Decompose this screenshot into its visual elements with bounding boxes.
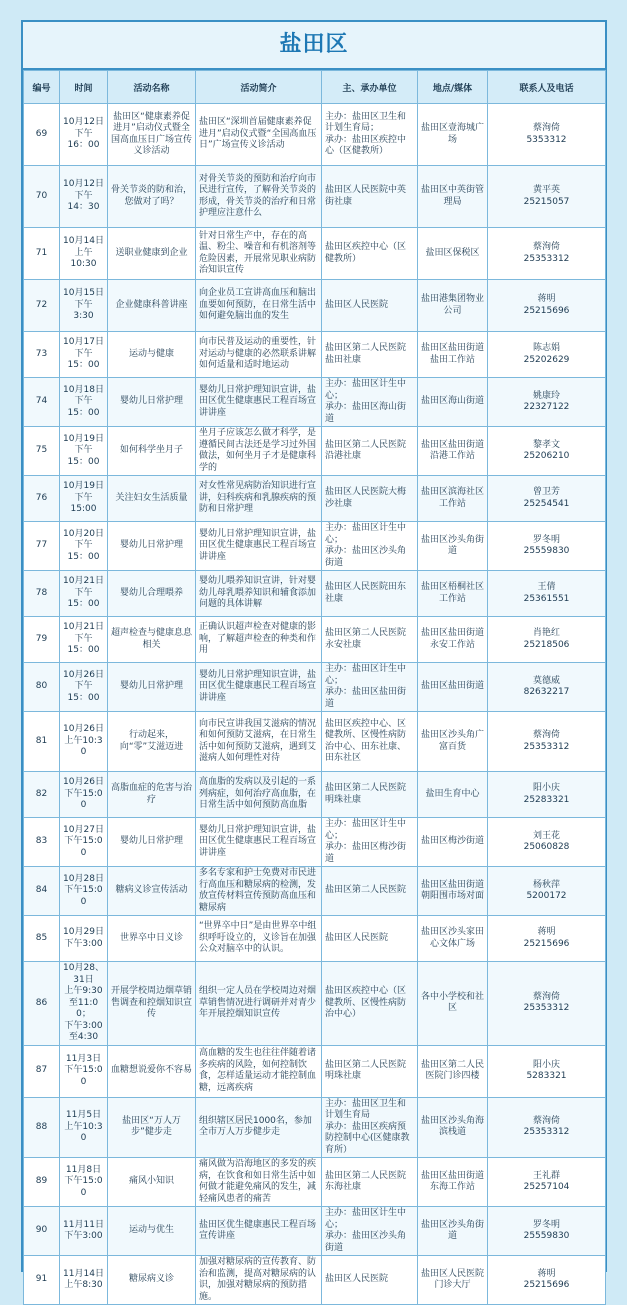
row-place: 盐田区滨海社区工作站	[418, 476, 488, 522]
row-place: 盐田区人民医院门诊大厅	[418, 1256, 488, 1305]
row-activity-name: 婴幼儿日常护理	[108, 818, 196, 867]
row-contact: 黄平英 25215057	[488, 166, 606, 228]
row-place: 盐田区保税区	[418, 228, 488, 280]
row-organizer: 盐田区第二人民医院	[322, 867, 418, 916]
row-activity-name: 婴幼儿日常护理	[108, 378, 196, 427]
table-row	[24, 617, 606, 663]
row-activity-name: 痛风小知识	[108, 1158, 196, 1207]
row-time: 10月29日 下午3:00	[60, 916, 108, 962]
row-time: 11月5日 上午10:30	[60, 1097, 108, 1158]
row-place: 盐田区盐田街道东海工作站	[418, 1158, 488, 1207]
row-place: 盐田区沙头角海滨栈道	[418, 1097, 488, 1158]
row-organizer: 主办：盐田区卫生和计划生育局 承办：盐田区疾病预防控制中心(区健康教育所）	[322, 1097, 418, 1158]
row-number: 75	[24, 427, 60, 476]
row-organizer: 盐田区疾控中心（区健教所）	[322, 228, 418, 280]
row-number: 89	[24, 1158, 60, 1207]
row-number: 85	[24, 916, 60, 962]
row-place: 盐田区沙头家田心文体广场	[418, 916, 488, 962]
row-organizer: 主办：盐田区计生中心； 承办：盐田区沙头角街道	[322, 1207, 418, 1256]
row-number: 77	[24, 522, 60, 571]
row-place: 盐田区沙头角广富百货	[418, 712, 488, 772]
row-organizer: 盐田区第二人民医院东海社康	[322, 1158, 418, 1207]
row-activity-name: 企业健康科普讲座	[108, 280, 196, 332]
table-row	[24, 280, 606, 332]
row-activity-intro: 婴幼儿日常护理知识宣讲，盐田区优生健康惠民工程百场宣讲讲座	[196, 378, 322, 427]
row-activity-intro: 对骨关节炎的预防和治疗向市民进行宣传，了解骨关节炎的形成，骨关节炎的治疗和日常护理应注意什么	[196, 166, 322, 228]
row-contact: 王礼群 25257104	[488, 1158, 606, 1207]
table-row	[24, 1158, 606, 1207]
row-activity-name: 送职业健康到企业	[108, 228, 196, 280]
row-time: 10月26日 下午15:00	[60, 772, 108, 818]
row-contact: 罗冬明 25559830	[488, 1207, 606, 1256]
row-contact: 刘王花 25060828	[488, 818, 606, 867]
row-number: 69	[24, 104, 60, 166]
row-time: 10月19日 下午 15:00	[60, 476, 108, 522]
row-place: 盐田区盐田街道盐田工作站	[418, 332, 488, 378]
row-time: 10月28日 下午15:00	[60, 867, 108, 916]
table-row	[24, 1207, 606, 1256]
table-row	[24, 1045, 606, 1097]
row-contact: 姚康玲 22327122	[488, 378, 606, 427]
row-place: 盐田区沙头角街道	[418, 1207, 488, 1256]
row-number: 84	[24, 867, 60, 916]
table-row	[24, 522, 606, 571]
row-activity-intro: 向市民普及运动的重要性，针对运动与健康的必然联系讲解如何适量和适时地运动	[196, 332, 322, 378]
row-activity-name: 运动与健康	[108, 332, 196, 378]
row-activity-intro: 盐田区“深圳首届健康素养促进月”启动仪式暨“全国高血压日”广场宣传义诊活动	[196, 104, 322, 166]
row-organizer: 主办：盐田区卫生和计划生育局； 承办：盐田区疾控中心（区健教所）	[322, 104, 418, 166]
row-organizer: 盐田区人民医院大梅沙社康	[322, 476, 418, 522]
schedule-panel	[21, 20, 607, 1302]
row-place: 盐田区壹海城广场	[418, 104, 488, 166]
row-organizer: 盐田区第二人民医院明珠社康	[322, 772, 418, 818]
row-activity-intro: 组织辖区居民1000名，参加全市万人万步健步走	[196, 1097, 322, 1158]
row-number: 74	[24, 378, 60, 427]
row-place: 盐田港集团物业公司	[418, 280, 488, 332]
row-activity-name: 高脂血症的危害与治疗	[108, 772, 196, 818]
row-number: 78	[24, 571, 60, 617]
row-time: 10月28、31日 上午9:30至11:00； 下午3:00至4:30	[60, 962, 108, 1046]
row-number: 76	[24, 476, 60, 522]
row-activity-name: 盐田区“健康素养促进月”启动仪式暨全国高血压日广场宣传义诊活动	[108, 104, 196, 166]
row-contact: 蒋明 25215696	[488, 280, 606, 332]
row-organizer: 盐田区疾控中心、区健教所、区慢性病防治中心、田东社康、田东社区	[322, 712, 418, 772]
row-organizer: 盐田区人民医院	[322, 280, 418, 332]
table-row	[24, 476, 606, 522]
table-row	[24, 104, 606, 166]
row-time: 10月12日 下午 14：30	[60, 166, 108, 228]
table-row	[24, 663, 606, 712]
row-number: 87	[24, 1045, 60, 1097]
row-contact: 蔡洵倚 25353312	[488, 712, 606, 772]
header-activity-name: 活动名称	[108, 71, 196, 104]
table-row	[24, 962, 606, 1046]
row-contact: 阳小庆 5283321	[488, 1045, 606, 1097]
row-contact: 蒋明 25215696	[488, 916, 606, 962]
row-time: 10月12日 下午 16：00	[60, 104, 108, 166]
row-activity-name: 婴幼儿日常护理	[108, 522, 196, 571]
table-row	[24, 332, 606, 378]
row-time: 10月21日 下午 15：00	[60, 571, 108, 617]
row-time: 10月21日 下午 15：00	[60, 617, 108, 663]
row-place: 盐田区盐田街道朝阳围市场对面	[418, 867, 488, 916]
row-contact: 莫德威 82632217	[488, 663, 606, 712]
row-time: 10月15日 下午 3:30	[60, 280, 108, 332]
row-organizer: 盐田区人民医院	[322, 916, 418, 962]
row-contact: 蔡洵倚 25353312	[488, 1097, 606, 1158]
row-number: 82	[24, 772, 60, 818]
activity-table	[23, 70, 606, 1305]
table-body	[24, 104, 606, 1305]
row-activity-intro: 高血脂的发病以及引起的一系列病症，如何治疗高血脂，在日常生活中如何预防高血脂	[196, 772, 322, 818]
row-activity-intro: 痛风做为沿海地区的多发的疾病，在饮食和如日常生活中如何做才能避免痛风的发生，减轻痛风患者的痛苦	[196, 1158, 322, 1207]
row-number: 73	[24, 332, 60, 378]
row-place: 盐田区盐田街道	[418, 663, 488, 712]
row-activity-intro: 向市民宣讲我国艾滋病的情况和如何预防艾滋病，在日常生活中如何预防艾滋病，遇到艾滋病人如何理性对待	[196, 712, 322, 772]
row-organizer: 盐田区第二人民医院盐田社康	[322, 332, 418, 378]
row-organizer: 盐田区第二人民医院永安社康	[322, 617, 418, 663]
row-activity-name: 糖病义诊宣传活动	[108, 867, 196, 916]
row-time: 10月27日 下午15:00	[60, 818, 108, 867]
row-activity-intro: 组织一定人员在学校周边对烟草销售情况进行调研并对青少年开展控烟知识宣传	[196, 962, 322, 1046]
row-time: 11月8日 下午15:00	[60, 1158, 108, 1207]
table-row	[24, 1256, 606, 1305]
table-row	[24, 378, 606, 427]
header-organizer: 主、承办单位	[322, 71, 418, 104]
row-organizer: 主办：盐田区计生中心； 承办：盐田区盐田街道	[322, 663, 418, 712]
row-activity-intro: 婴幼儿日常护理知识宣讲，盐田区优生健康惠民工程百场宣讲讲座	[196, 663, 322, 712]
row-activity-intro: 婴幼儿喂养知识宣讲，针对婴幼儿母乳喂养知识和辅食添加问题的具体讲解	[196, 571, 322, 617]
row-number: 83	[24, 818, 60, 867]
row-contact: 阳小庆 25283321	[488, 772, 606, 818]
row-place: 盐田区盐田街道永安工作站	[418, 617, 488, 663]
row-organizer: 主办：盐田区计生中心； 承办：盐田区沙头角街道	[322, 522, 418, 571]
row-place: 盐田区中英街管理局	[418, 166, 488, 228]
row-activity-intro: 对女性常见病防治知识进行宣讲，妇科疾病和乳腺疾病的预防和日常护理	[196, 476, 322, 522]
row-activity-intro: “世界卒中日”是由世界卒中组织呼吁设立的，义诊旨在加强公众对脑卒中的认识。	[196, 916, 322, 962]
row-contact: 杨秋萍 5200172	[488, 867, 606, 916]
row-activity-name: 婴幼儿日常护理	[108, 663, 196, 712]
row-activity-name: 如何科学坐月子	[108, 427, 196, 476]
row-activity-name: 关注妇女生活质量	[108, 476, 196, 522]
table-row	[24, 712, 606, 772]
header-activity-intro: 活动简介	[196, 71, 322, 104]
row-activity-name: 血糖想说爱你不容易	[108, 1045, 196, 1097]
row-activity-intro: 向企业员工宣讲高血压和脑出血要如何预防，在日常生活中如何避免脑出血的发生	[196, 280, 322, 332]
row-time: 11月14日 上午8:30	[60, 1256, 108, 1305]
table-row	[24, 867, 606, 916]
row-number: 91	[24, 1256, 60, 1305]
row-activity-intro: 正确认识超声检查对健康的影响，了解超声检查的种类和作用	[196, 617, 322, 663]
row-organizer: 盐田区人民医院中英街社康	[322, 166, 418, 228]
row-organizer: 盐田区第二人民医院沿港社康	[322, 427, 418, 476]
row-number: 90	[24, 1207, 60, 1256]
row-contact: 王倩 25361551	[488, 571, 606, 617]
row-activity-intro: 高血糖的发生也往往伴随着诸多疾病的风险，如何控制饮食，怎样适量运动才能控制血糖，远离疾病	[196, 1045, 322, 1097]
header-contact: 联系人及电话	[488, 71, 606, 104]
row-time: 10月17日 下午 15：00	[60, 332, 108, 378]
table-row	[24, 228, 606, 280]
row-organizer: 主办：盐田区计生中心； 承办：盐田区梅沙街道	[322, 818, 418, 867]
row-number: 79	[24, 617, 60, 663]
row-place: 盐田区梅沙街道	[418, 818, 488, 867]
row-organizer: 盐田区人民医院	[322, 1256, 418, 1305]
row-time: 10月20日 下午 15：00	[60, 522, 108, 571]
row-place: 盐田区第二人民医院门诊四楼	[418, 1045, 488, 1097]
row-activity-intro: 坐月子应该怎么做才科学，是遵循民间古法还是学习过外国做法，如何坐月子才是健康科学的	[196, 427, 322, 476]
row-contact: 蔡洵倚 5353312	[488, 104, 606, 166]
row-activity-intro: 针对日常生产中，存在的高温、粉尘、噪音和有机溶剂等危险因素，开展常见职业病防治知识宣传	[196, 228, 322, 280]
row-activity-name: 运动与优生	[108, 1207, 196, 1256]
table-row	[24, 772, 606, 818]
row-activity-name: 开展学校周边烟草销售调查和控烟知识宣传	[108, 962, 196, 1046]
table-row	[24, 818, 606, 867]
row-time: 11月3日 下午15:00	[60, 1045, 108, 1097]
row-number: 72	[24, 280, 60, 332]
row-organizer: 盐田区疾控中心（区健教所、区慢性病防治中心）	[322, 962, 418, 1046]
row-contact: 蔡洵倚 25353312	[488, 962, 606, 1046]
row-place: 盐田区海山街道	[418, 378, 488, 427]
row-contact: 蒋明 25215696	[488, 1256, 606, 1305]
row-number: 71	[24, 228, 60, 280]
row-organizer: 主办：盐田区计生中心； 承办：盐田区海山街道	[322, 378, 418, 427]
table-row	[24, 571, 606, 617]
row-contact: 蔡洵倚 25353312	[488, 228, 606, 280]
row-activity-name: 盐田区“万人万步”健步走	[108, 1097, 196, 1158]
header-no: 编号	[24, 71, 60, 104]
row-activity-name: 婴幼儿合理喂养	[108, 571, 196, 617]
row-time: 10月26日 下午 15：00	[60, 663, 108, 712]
row-number: 86	[24, 962, 60, 1046]
row-activity-name: 行动起来，向“零”艾滋迈进	[108, 712, 196, 772]
row-number: 81	[24, 712, 60, 772]
table-row	[24, 916, 606, 962]
row-activity-intro: 盐田区优生健康惠民工程百场宣传讲座	[196, 1207, 322, 1256]
row-place: 盐田区盐田街道沿港工作站	[418, 427, 488, 476]
row-activity-intro: 婴幼儿日常护理知识宣讲，盐田区优生健康惠民工程百场宣讲讲座	[196, 522, 322, 571]
row-time: 10月14日 上午 10:30	[60, 228, 108, 280]
row-number: 88	[24, 1097, 60, 1158]
row-contact: 陈志娟 25202629	[488, 332, 606, 378]
row-activity-name: 骨关节炎的防和治，您做对了吗？	[108, 166, 196, 228]
row-organizer: 盐田区第二人民医院明珠社康	[322, 1045, 418, 1097]
header-place: 地点/媒体	[418, 71, 488, 104]
row-number: 70	[24, 166, 60, 228]
row-time: 11月11日 下午3:00	[60, 1207, 108, 1256]
row-activity-intro: 婴幼儿日常护理知识宣讲，盐田区优生健康惠民工程百场宣讲讲座	[196, 818, 322, 867]
row-time: 10月26日 上午10:30	[60, 712, 108, 772]
table-row	[24, 427, 606, 476]
row-place: 各中小学校和社区	[418, 962, 488, 1046]
row-contact: 肖艳红 25218506	[488, 617, 606, 663]
row-place: 盐田区梧桐社区工作站	[418, 571, 488, 617]
row-contact: 曾卫芳 25254541	[488, 476, 606, 522]
row-organizer: 盐田区人民医院田东社康	[322, 571, 418, 617]
row-activity-name: 超声检查与健康息息相关	[108, 617, 196, 663]
row-contact: 黎孝文 25206210	[488, 427, 606, 476]
row-place: 盐田区沙头角街道	[418, 522, 488, 571]
table-row	[24, 166, 606, 228]
row-activity-intro: 加强对糖尿病的宣传教育、防治和监测，提高对糖尿病的认识，加强对糖尿病的预防措施。	[196, 1256, 322, 1305]
row-time: 10月19日 下午 15：00	[60, 427, 108, 476]
row-contact: 罗冬明 25559830	[488, 522, 606, 571]
district-title: 盐田区	[23, 22, 605, 70]
row-activity-name: 糖尿病义诊	[108, 1256, 196, 1305]
table-header-row	[24, 71, 606, 104]
row-time: 10月18日 下午 15：00	[60, 378, 108, 427]
row-activity-intro: 多名专家和护士免费对市民进行高血压和糖尿病的检测，发放宣传材料宣传预防高血压和糖尿病	[196, 867, 322, 916]
row-place: 盐田生育中心	[418, 772, 488, 818]
header-time: 时间	[60, 71, 108, 104]
row-number: 80	[24, 663, 60, 712]
table-row	[24, 1097, 606, 1158]
row-activity-name: 世界卒中日义诊	[108, 916, 196, 962]
